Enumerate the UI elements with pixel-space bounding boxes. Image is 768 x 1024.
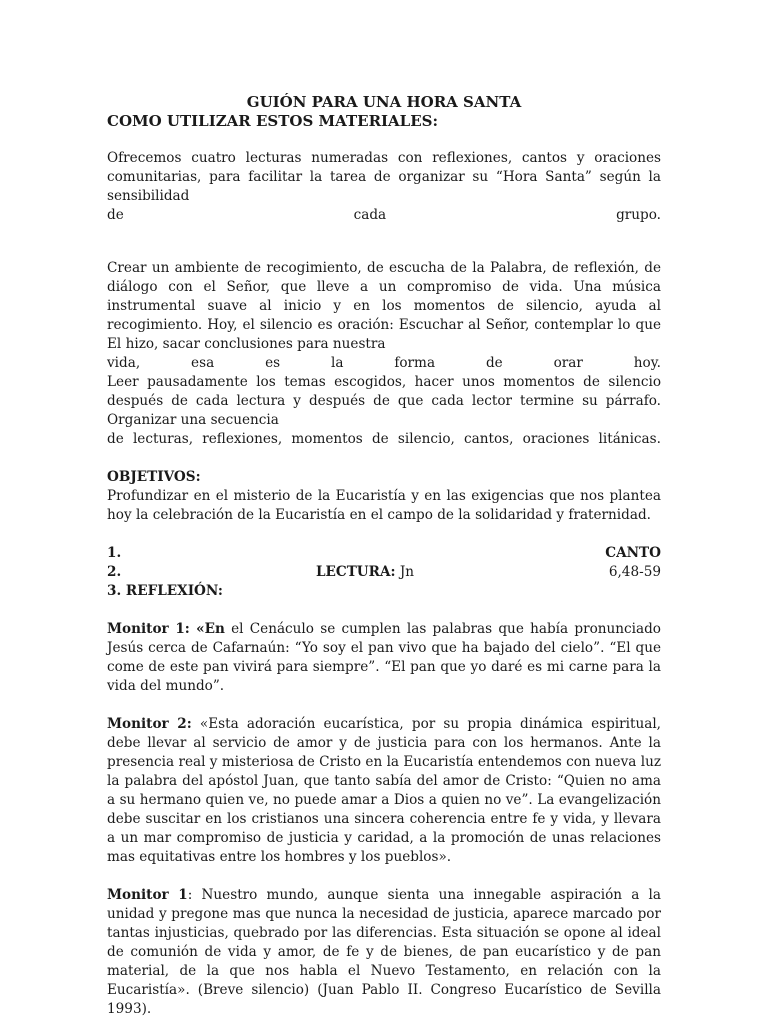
monitor-1b-paragraph: Monitor 1: Nuestro mundo, aunque sienta una innegable aspiración a la unidad y pregone mas que nunca la necesidad de justicia, aparece marcado por tantas injusticias, quebrado por las diferencias. Esta situación se opone al ideal de comunión de vida y amor, de fe y de bienes, de pan eucarístico y de pan material, de la que nos habla el Nuevo Testamento, en relación con la Eucaristía». (Breve silencio) (Juan Pablo II. Congreso Eucarístico de Sevilla 1993).: [107, 887, 661, 1017]
intro-paragraph: Ofrecemos cuatro lecturas numeradas con reflexiones, cantos y oraciones comunitarias, para facilitar la tarea de organizar su “Hora Santa” según la sensibilidad: [107, 150, 661, 204]
leer-last-line: de lecturas, reflexiones, momentos de silencio, cantos, oraciones litánicas.: [107, 431, 661, 447]
item-reflexion: 3. REFLEXIÓN:: [107, 583, 223, 599]
monitor-1-paragraph: Monitor 1: «En el Cenáculo se cumplen las palabras que había pronunciado Jesús cerca de Cafarnaún: “Yo soy el pan vivo que ha bajado del cielo”. “El que come de este pan vivirá para siempre”. “El pan que yo daré es mi carne para la vida del mundo”.: [107, 621, 661, 694]
section-heading-how-to-use: COMO UTILIZAR ESTOS MATERIALES:: [107, 112, 439, 130]
ambiente-paragraph: Crear un ambiente de recogimiento, de escucha de la Palabra, de reflexión, de diálogo con el Señor, que lleve a un compromiso de vida. Una música instrumental suave al inicio y en los momentos de silencio, ayuda al recogimiento. Hoy, el silencio es oración: Escuchar al Señor, contemplar lo que El hizo, sacar conclusiones para nuestra: [107, 260, 661, 352]
document-title: GUIÓN PARA UNA HORA SANTA: [246, 93, 522, 111]
leer-paragraph: Leer pausadamente los temas escogidos, hacer unos momentos de silencio después de cada lectura y después de que cada lector termine su párrafo. Organizar una secuencia: [107, 374, 661, 428]
ambiente-last-line: vida, esa es la forma de orar hoy.: [107, 355, 661, 371]
document-body: [107, 93, 661, 1019]
item-canto: 1. CANTO: [107, 545, 661, 561]
item-lectura: 2. LECTURA: Jn 6,48-59: [107, 564, 661, 580]
objetivos-heading: OBJETIVOS:: [107, 469, 201, 485]
objetivos-paragraph: Profundizar en el misterio de la Eucaristía y en las exigencias que nos plantea hoy la celebración de la Eucaristía en el campo de la solidaridad y fraternidad.: [107, 488, 661, 523]
intro-last-line: de cada grupo.: [107, 207, 661, 223]
monitor-2-paragraph: Monitor 2: «Esta adoración eucarística, por su propia dinámica espiritual, debe llevar al servicio de amor y de justicia para con los hermanos. Ante la presencia real y misteriosa de Cristo en la Eucaristía entendemos con nueva luz la palabra del apóstol Juan, que tanto sabía del amor de Cristo: “Quien no ama a su hermano quien ve, no puede amar a Dios a quien no ve”. La evangelización debe suscitar en los cristianos una sincera coherencia entre fe y vida, y llevara a un mar compromiso de justicia y caridad, a la promoción de unas relaciones mas equitativas entre los hombres y los pueblos».: [107, 716, 661, 865]
